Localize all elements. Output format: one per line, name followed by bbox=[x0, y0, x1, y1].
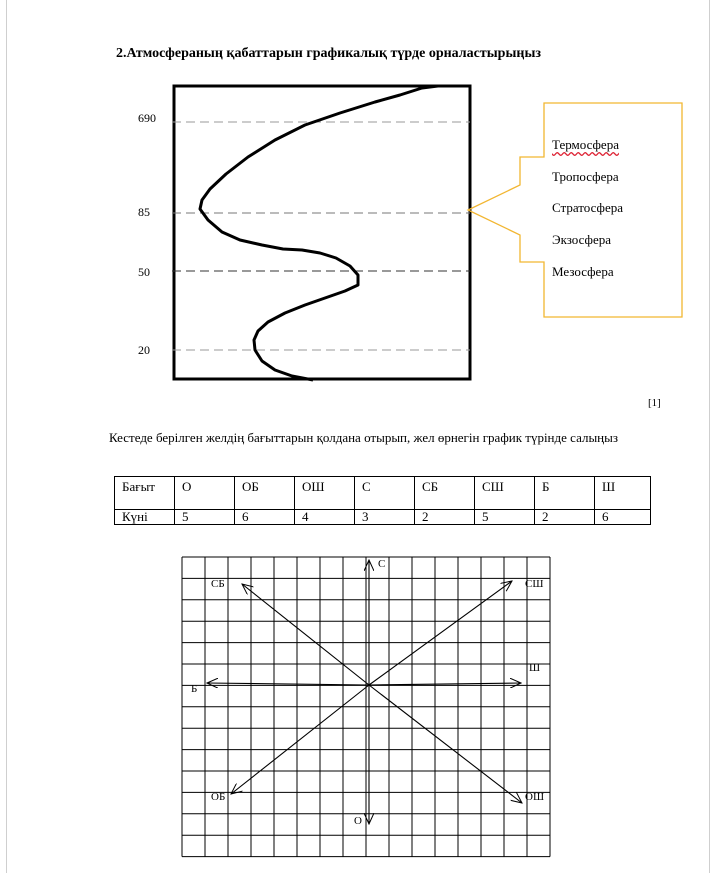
direction-label-northwest: СБ bbox=[211, 578, 225, 590]
table-cell: 5 bbox=[175, 510, 235, 525]
altitude-label-690: 690 bbox=[138, 111, 156, 125]
direction-label-north: С bbox=[378, 558, 386, 570]
layer-stratosphere: Стратосфера bbox=[552, 200, 623, 215]
table-cell: 2 bbox=[415, 510, 475, 525]
altitude-label-20: 20 bbox=[138, 343, 150, 357]
table-cell: 6 bbox=[235, 510, 295, 525]
direction-label-east: Ш bbox=[529, 662, 541, 674]
table-cell: СШ bbox=[475, 477, 535, 510]
table-cell: 3 bbox=[355, 510, 415, 525]
table-header-label: Бағыт bbox=[115, 477, 175, 510]
table-cell: О bbox=[175, 477, 235, 510]
table-cell: 5 bbox=[475, 510, 535, 525]
table-cell: 6 bbox=[595, 510, 651, 525]
table-days-label: Күні bbox=[115, 510, 175, 525]
table-cell: 4 bbox=[295, 510, 355, 525]
table-cell: ОБ bbox=[235, 477, 295, 510]
question-title: 2.Атмосфераның қабаттарын графикалық түрде орналастырыңыз bbox=[116, 46, 542, 61]
direction-label-northeast: СШ bbox=[525, 578, 544, 590]
altitude-label-50: 50 bbox=[138, 265, 150, 279]
table-cell: 2 bbox=[535, 510, 595, 525]
layer-mesosphere: Мезосфера bbox=[552, 264, 614, 279]
table-cell: Ш bbox=[595, 477, 651, 510]
arrow-northeast bbox=[369, 581, 512, 685]
direction-label-southeast: ОШ bbox=[525, 791, 545, 803]
arrow-northwest bbox=[242, 584, 369, 685]
layer-exosphere: Экзосфера bbox=[552, 232, 612, 247]
altitude-label-85: 85 bbox=[138, 205, 150, 219]
table-cell: Б bbox=[535, 477, 595, 510]
direction-label-south: О bbox=[354, 815, 362, 827]
arrow-east bbox=[369, 683, 521, 685]
layer-thermosphere: Термосфера bbox=[552, 137, 619, 152]
arrow-west bbox=[207, 683, 369, 685]
grid-lines bbox=[182, 557, 550, 857]
arrow-southeast bbox=[369, 685, 522, 803]
table-cell: СБ bbox=[415, 477, 475, 510]
score-mark: [1] bbox=[648, 397, 661, 409]
table-cell: ОШ bbox=[295, 477, 355, 510]
arrow-southwest bbox=[231, 685, 369, 794]
table-cell: С bbox=[355, 477, 415, 510]
direction-label-west: Б bbox=[191, 683, 198, 695]
direction-label-southwest: ОБ bbox=[211, 791, 226, 803]
layer-troposphere: Тропосфера bbox=[552, 169, 619, 184]
task-instruction: Кестеде берілген желдің бағыттарын қолдана отырып, жел өрнегін график түрінде салыңыз bbox=[109, 430, 619, 445]
